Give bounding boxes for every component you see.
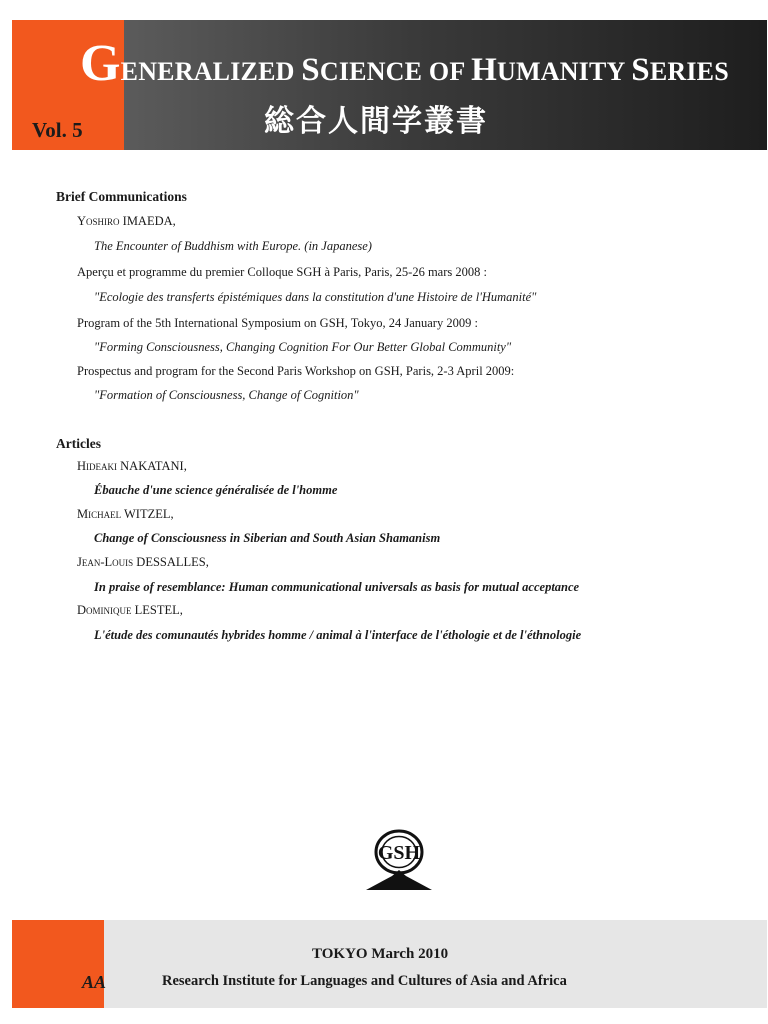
list-item-title: "Ecologie des transferts épistémiques dans la constitution d'une Histoire de l'Humanité" [94,290,537,304]
footer-grey-band [104,920,767,1008]
list-item-author: Michael WITZEL, [77,507,174,521]
japanese-title: 総合人間学叢書 [264,104,488,139]
list-item-title: Ébauche d'une science généralisée de l'homme [94,483,338,497]
volume-label: Vol. 5 [32,118,83,142]
cover-header [12,20,767,150]
articles-heading: Articles [56,436,101,451]
footer-orange-block [12,920,107,1008]
list-item-author: Aperçu et programme du premier Colloque SGH à Paris, Paris, 25-26 mars 2008 : [77,265,487,279]
list-item-author: Prospectus and program for the Second Paris Workshop on GSH, Paris, 2-3 April 2009: [77,364,515,378]
list-item-title: "Formation of Consciousness, Change of Cognition" [94,388,359,402]
list-item-title: "Forming Consciousness, Changing Cognition For Our Better Global Community" [94,340,512,354]
list-item-author: Dominique LESTEL, [77,603,183,617]
list-item-title: L'étude des comunautés hybrides homme / animal à l'interface de l'éthologie et de l'éthnologie [94,628,582,642]
svg-text:GSH: GSH [377,842,421,864]
list-item-author: Hideaki NAKATANI, [77,459,187,473]
institute-mark-icon: AA [82,972,107,992]
list-item-title: In praise of resemblance: Human communicational universals as basis for mutual acceptance [94,580,580,594]
list-item-title: Change of Consciousness in Siberian and South Asian Shamanism [94,531,441,545]
series-title: GENERALIZED SCIENCE OF HUMANITY SERIES [80,35,729,92]
gsh-logo-icon [364,826,434,892]
list-item-title: The Encounter of Buddhism with Europe. (in Japanese) [94,239,372,253]
list-item-author: Program of the 5th International Symposium on GSH, Tokyo, 24 January 2009 : [77,316,478,330]
brief-communications-heading: Brief Communications [56,189,187,204]
list-item-author: Jean-Louis DESSALLES, [77,555,209,569]
list-item-author: Yoshiro IMAEDA, [77,214,176,228]
cover-footer [12,920,767,1008]
institute-name: Research Institute for Languages and Cultures of Asia and Africa [162,973,567,989]
publication-place-date: TOKYO March 2010 [312,946,449,962]
